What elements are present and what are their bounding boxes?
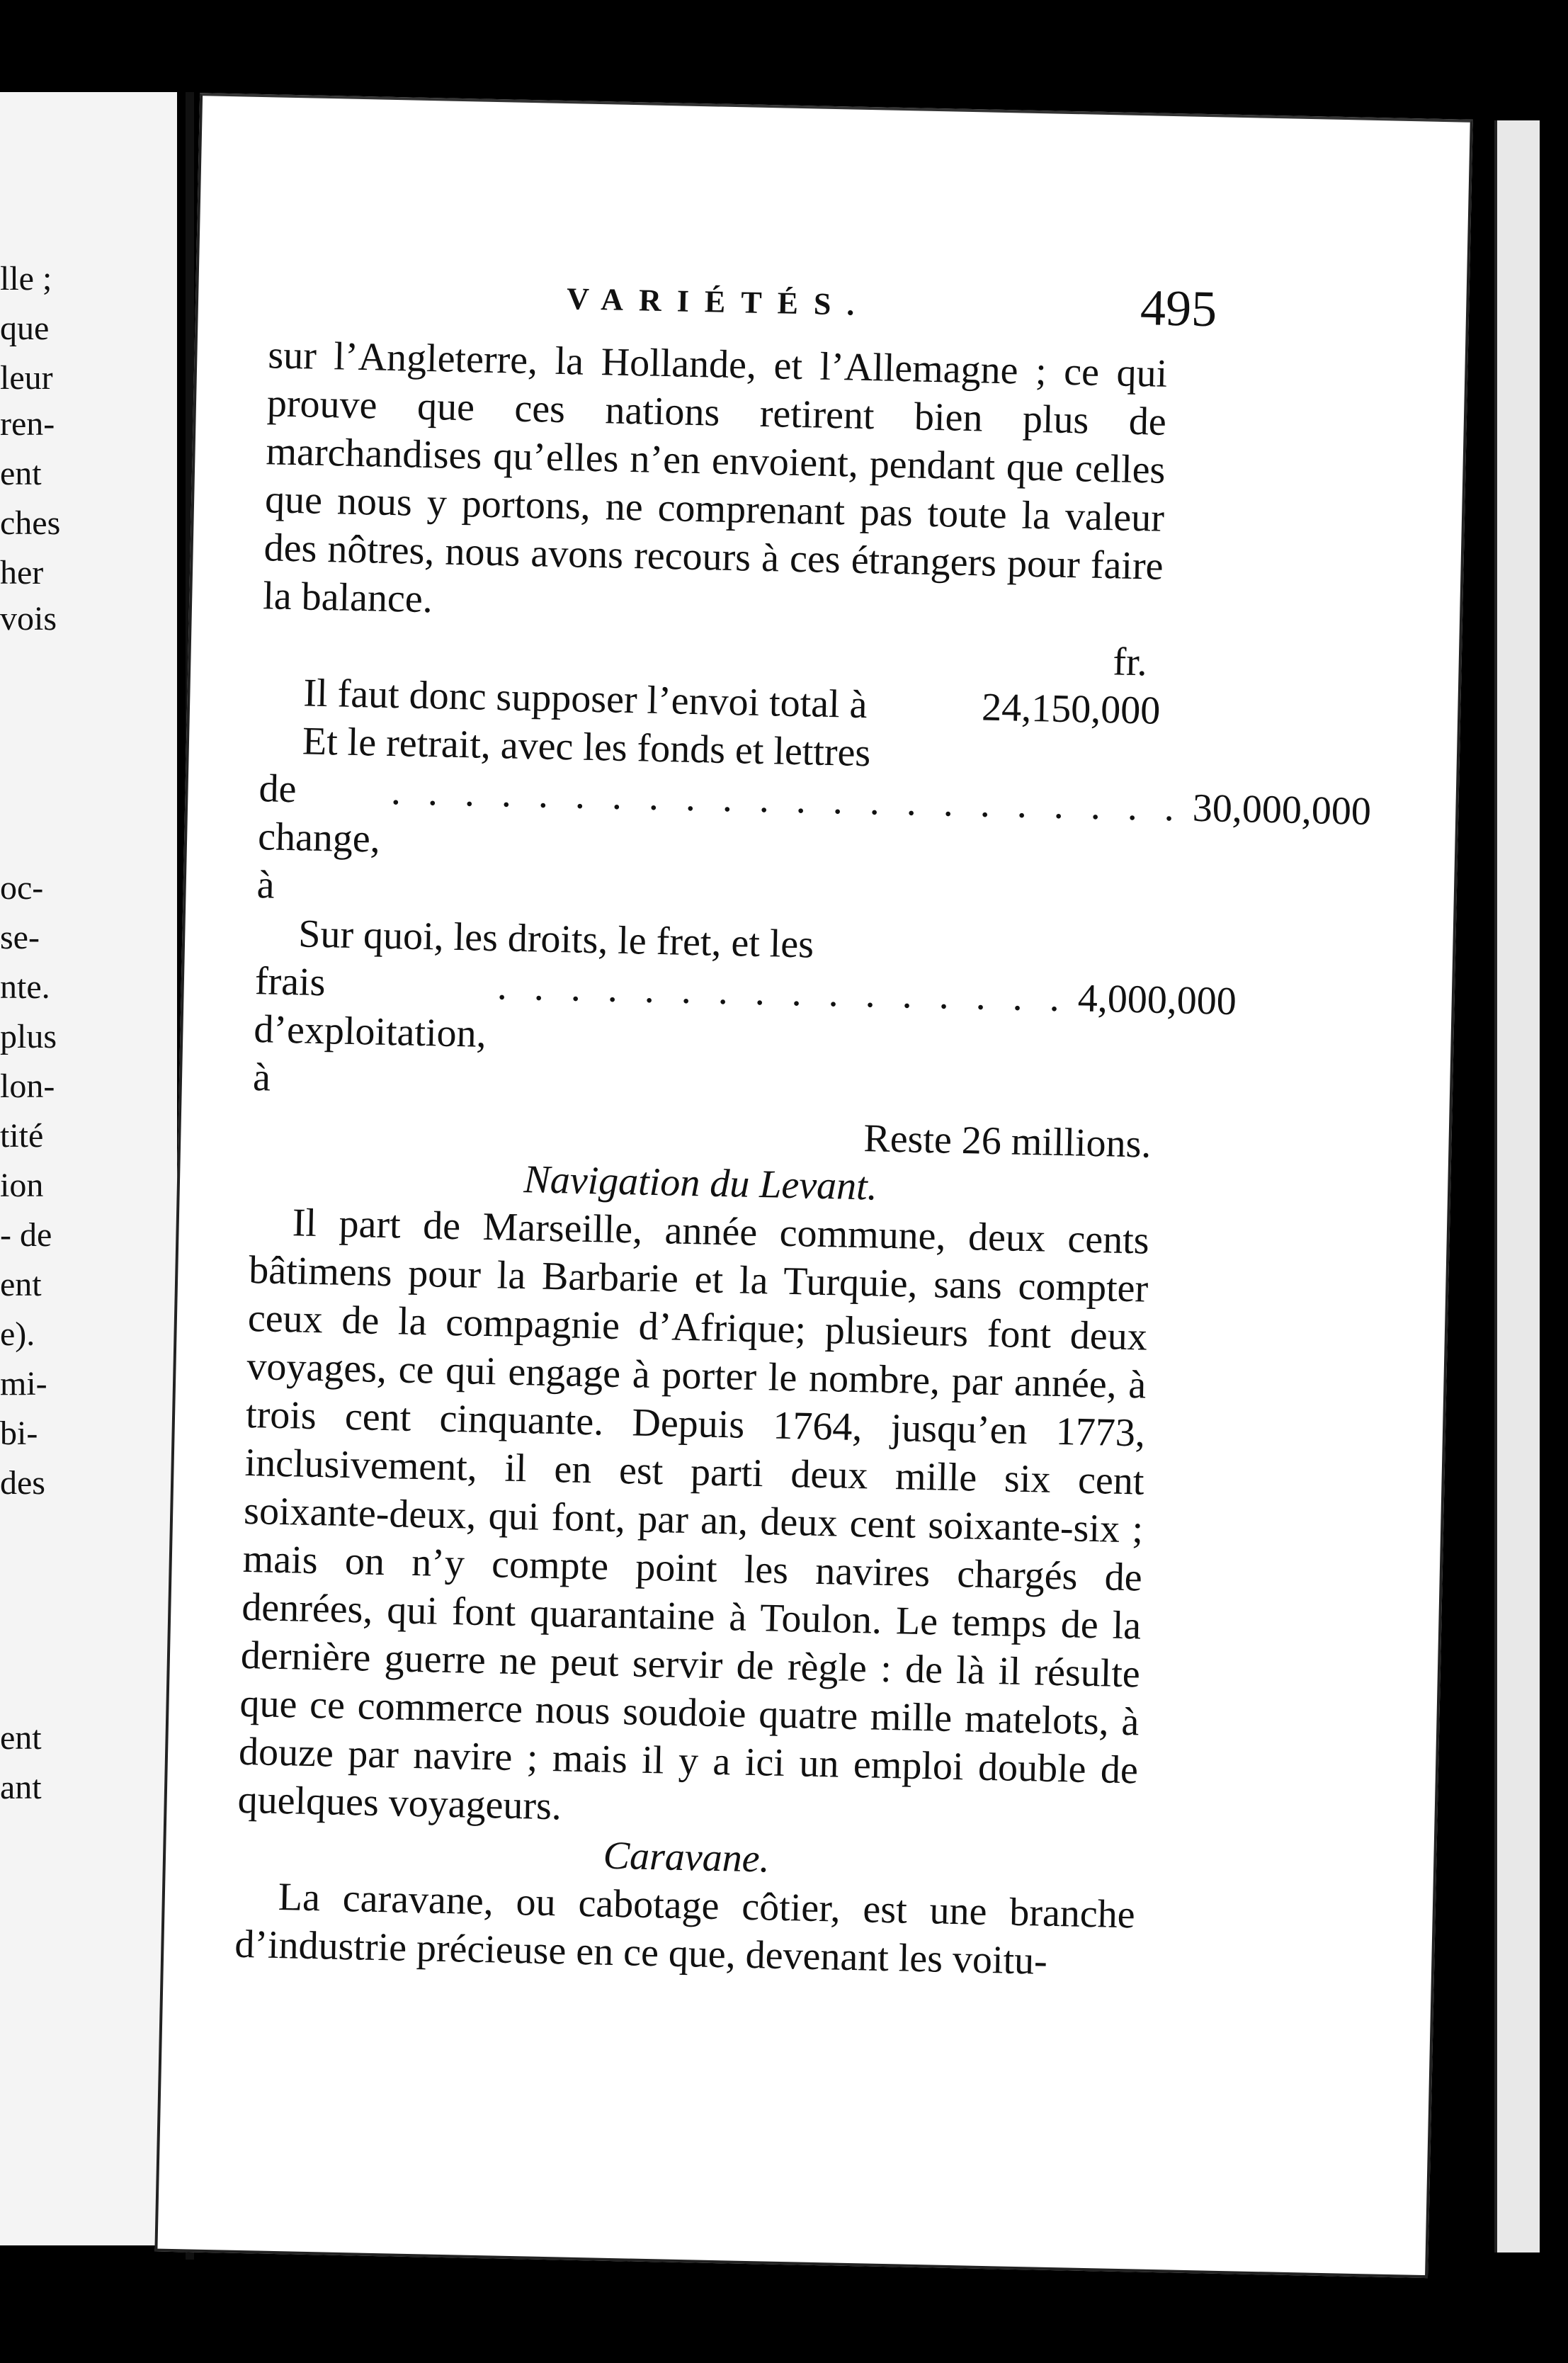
left-page-text-fragment: nte. — [0, 968, 50, 1006]
ledger-total: Reste 26 millions. — [863, 1116, 1152, 1167]
left-page-text-fragment: que — [0, 310, 50, 347]
currency-unit: fr. — [1112, 640, 1148, 685]
left-page-text-fragment: des — [0, 1464, 45, 1502]
ledger-value: 4,000,000 — [1077, 976, 1237, 1024]
left-page-text-fragment: bi- — [0, 1415, 38, 1452]
paragraph: sur l’Angleterre, la Hollande, et l’Allemagne ; ce qui prouve que ces nations retirent bien plus de marchandises qu’elles n’en envoient, pendant que celles que nous y portons, ne comprenant pas toute la valeur des nôtres, nous avons recours à ces étrangers pour faire la balance. — [262, 333, 1168, 622]
left-page-text-fragment: ren- — [0, 405, 55, 443]
ledger-label: de change, à — [256, 766, 381, 907]
left-page-text-fragment: lon- — [0, 1067, 55, 1105]
section-title: Caravane. — [603, 1833, 771, 1881]
ledger-line — [252, 957, 1237, 1121]
left-page-text-fragment: - de — [0, 1216, 52, 1254]
left-page-text-fragment: se- — [0, 919, 40, 956]
left-page-text-fragment: mi- — [0, 1365, 47, 1402]
book-page — [154, 93, 1472, 2278]
left-page-text-fragment: tité — [0, 1117, 44, 1155]
leader-dots: . . . . . . . . . . . . . . . . — [496, 964, 1069, 1021]
left-page-text-fragment: ent — [0, 455, 42, 492]
left-page-text-fragment: ion — [0, 1167, 44, 1204]
left-page-text-fragment: ant — [0, 1769, 42, 1806]
ledger-line — [256, 764, 1372, 928]
left-page-text-fragment: oc- — [0, 869, 44, 907]
left-page-text-fragment: e). — [0, 1315, 35, 1353]
left-page-text-fragment: ent — [0, 1719, 42, 1757]
running-head: VARIÉTÉS. — [566, 281, 870, 323]
ledger-label: Il faut donc supposer l’envoi total à — [302, 671, 868, 727]
ledger-value: 30,000,000 — [1192, 786, 1372, 834]
left-page-fragment — [0, 92, 177, 2245]
left-page-text-fragment: lle ; — [0, 260, 52, 298]
paragraph: Il part de Marseille, année commune, deux cents bâtimens pour la Barbarie et la Turquie, sans compter ceux de la compagnie d’Afrique; plusieurs font deux voyages, ce qui engage à porter le nombre, par année, à trois cent cinquante. Depuis 1764, jusqu’en 1773, inclusivement, il en est parti deux mille six cent soixante-deux, qui font, par an, deux cent soixante-six ; mais on n’y compte point les navires chargés de denrées, qui font quarantaine à Toulon. Le temps de la dernière guerre ne peut servir de règle : de là il résulte que ce commerce nous soudoie quatre mille matelots, à douze par navire ; mais il y a ici un emploi double de quelques voyageurs. — [237, 1201, 1150, 1829]
left-page-text-fragment: ent — [0, 1266, 42, 1303]
ledger-label: Et le retrait, avec les fonds et lettres — [302, 719, 871, 776]
ledger-label: frais d’exploitation, à — [252, 959, 487, 1100]
section-title: Navigation du Levant. — [523, 1157, 878, 1209]
left-page-text-fragment: leur — [0, 359, 53, 397]
paragraph: La caravane, ou cabotage côtier, est une branche d’industrie précieuse en ce que, devenant les voitu- — [234, 1875, 1136, 1983]
left-page-text-fragment: ches — [0, 504, 61, 542]
page-edge — [1494, 120, 1540, 2252]
page-number: 495 — [1140, 279, 1217, 338]
ledger-label: Sur quoi, les droits, le fret, et les — [297, 912, 814, 967]
left-page-text-fragment: her — [0, 554, 44, 591]
left-page-text-fragment: plus — [0, 1018, 57, 1055]
leader-dots: . . . . . . . . . . . . . . . . . . . . . . — [390, 769, 1183, 830]
page-text — [234, 331, 1372, 1987]
left-page-text-fragment: vois — [0, 600, 57, 638]
ledger-value: 24,150,000 — [981, 685, 1161, 733]
